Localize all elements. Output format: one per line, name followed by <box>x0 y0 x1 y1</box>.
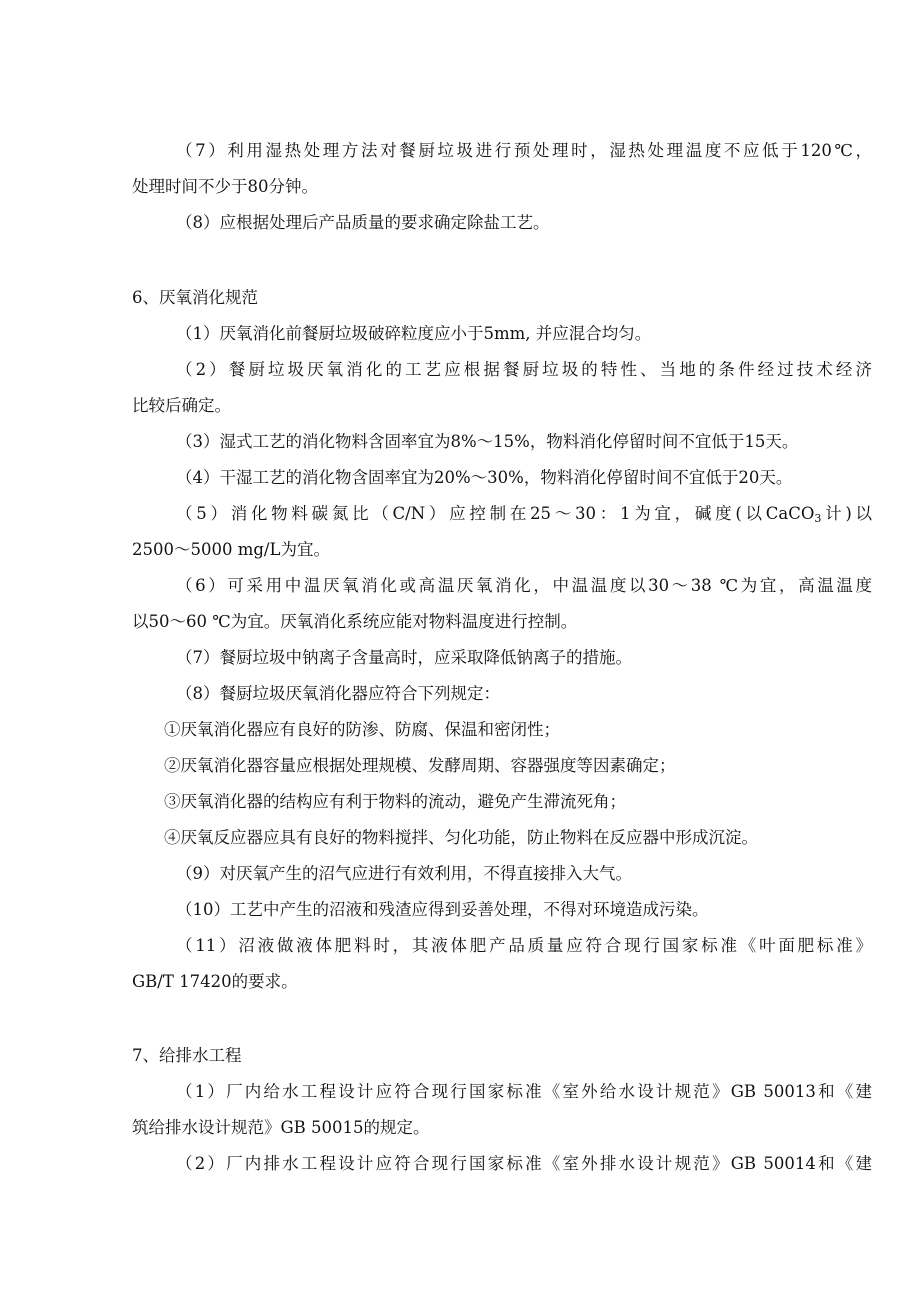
list-item-2: ②厌氧消化器容量应根据处理规模、发酵周期、容器强度等因素确定； <box>164 756 676 775</box>
paragraph-7-1-line-2: 筑给排水设计规范》GB 50015的规定。 <box>132 1118 430 1137</box>
paragraph-6-5-line-1-b: 计)以 <box>821 504 872 523</box>
paragraph-6-9: （9）对厌氧产生的沼气应进行有效利用，不得直接排入大气。 <box>176 864 632 883</box>
paragraph-6-11-line-1: （11）沼液做液体肥料时，其液体肥产品质量应符合现行国家标准《叶面肥标准》 <box>176 936 872 955</box>
paragraph-6-5-line-2: 2500～5000 mg/L为宜。 <box>132 540 330 559</box>
paragraph-6-4: （4）干湿工艺的消化物含固率宜为20%～30%，物料消化停留时间不宜低于20天。 <box>176 468 793 487</box>
paragraph-6-10: （10）工艺中产生的沼液和残渣应得到妥善处理，不得对环境造成污染。 <box>176 900 709 919</box>
section-6-heading: 6、厌氧消化规范 <box>132 288 258 307</box>
list-item-3: ③厌氧消化器的结构应有利于物料的流动，避免产生滞流死角； <box>164 792 626 811</box>
paragraph-5-7-line-1: （7）利用湿热处理方法对餐厨垃圾进行预处理时，湿热处理温度不应低于120℃， <box>176 141 872 160</box>
paragraph-6-5-line-1-a: （5）消化物料碳氮比（C/N）应控制在25～30：1为宜，碱度(以CaCO <box>176 504 815 523</box>
paragraph-6-3: （3）湿式工艺的消化物料含固率宜为8%～15%，物料消化停留时间不宜低于15天。 <box>176 432 799 451</box>
paragraph-6-1: （1）厌氧消化前餐厨垃圾破碎粒度应小于5mm, 并应混合均匀。 <box>176 324 652 343</box>
list-item-4: ④厌氧反应器应具有良好的物料搅拌、匀化功能，防止物料在反应器中形成沉淀。 <box>164 828 758 847</box>
paragraph-7-2-line-1: （2）厂内排水工程设计应符合现行国家标准《室外排水设计规范》GB 50014和《建 <box>176 1154 872 1173</box>
paragraph-6-11-line-2: GB/T 17420的要求。 <box>132 972 298 991</box>
paragraph-6-5-line-1 <box>176 503 872 525</box>
paragraph-5-7-line-2: 处理时间不少于80分钟。 <box>132 177 318 196</box>
paragraph-6-6-line-2: 以50～60 ℃为宜。厌氧消化系统应能对物料温度进行控制。 <box>132 612 578 631</box>
paragraph-6-7: （7）餐厨垃圾中钠离子含量高时，应采取降低钠离子的措施。 <box>176 648 632 667</box>
list-item-1: ①厌氧消化器应有良好的防渗、防腐、保温和密闭性； <box>164 720 560 739</box>
paragraph-6-2-line-1: （2）餐厨垃圾厌氧消化的工艺应根据餐厨垃圾的特性、当地的条件经过技术经济 <box>176 360 872 379</box>
paragraph-6-8: （8）餐厨垃圾厌氧消化器应符合下列规定： <box>176 684 500 703</box>
paragraph-6-5-subscript: 3 <box>814 512 822 525</box>
paragraph-6-2-line-2: 比较后确定。 <box>132 396 231 415</box>
paragraph-6-6-line-1: （6）可采用中温厌氧消化或高温厌氧消化，中温温度以30～38 ℃为宜，高温温度 <box>176 576 872 595</box>
section-7-heading: 7、给排水工程 <box>132 1046 242 1065</box>
paragraph-5-8: （8）应根据处理后产品质量的要求确定除盐工艺。 <box>176 213 550 232</box>
paragraph-7-1-line-1: （1）厂内给水工程设计应符合现行国家标准《室外给水设计规范》GB 50013和《建 <box>176 1082 872 1101</box>
